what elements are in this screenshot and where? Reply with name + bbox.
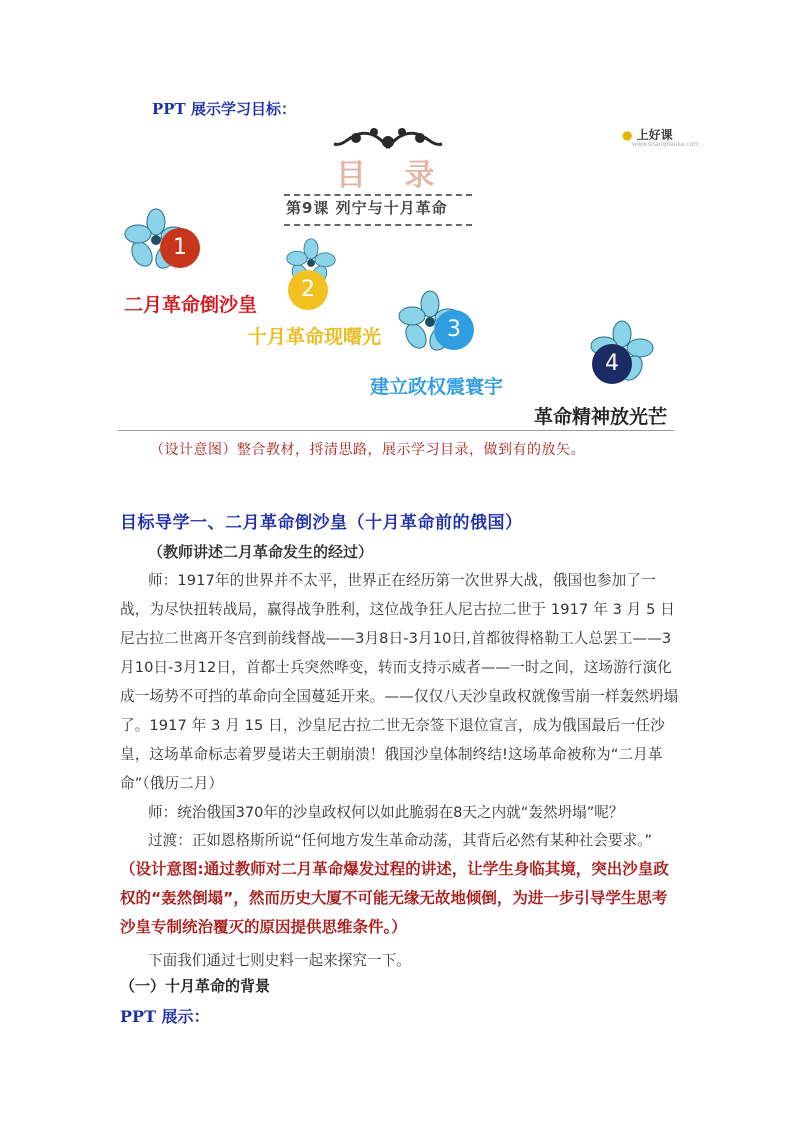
toc-item-4: 革命精神放光芒	[534, 406, 668, 428]
section-title: 目标导学一、二月革命倒沙皇（十月革命前的俄国）	[120, 513, 523, 533]
paragraph-transition: 过渡：正如恩格斯所说“任何地方发生革命动荡，其背后必然有某种社会要求。”	[148, 832, 653, 849]
paragraph-question: 师：统治俄国370年的沙皇政权何以如此脆弱在8天之内就“轰然坍塌”呢？	[148, 804, 624, 821]
toc-item-1: 二月革命倒沙皇	[124, 294, 258, 316]
slide-title: 目 录	[336, 158, 449, 193]
toc-number-2: 2	[288, 270, 328, 310]
paragraph-narrative: 师：1917年的世界并不太平，世界正在经历第一次世界大战，俄国也参加了一战，为尽快扭转战局，赢得战争胜利，这位战争狂人尼古拉二世于 1917 年 3 月 5 日尼古拉二世离开冬宫到前线督战——3月8日-3月10日,首都彼得格勒工人总罢工——3月10日-3月12日，首都士兵突然哗变，转而支持示威者——一时之间，这场游行演化成一场势不可挡的革命向全国蔓延开来。——仅仅八天沙皇政权就像雪崩一样轰然坍塌了。1917 年 3 月 15 日，沙皇尼古拉二世无奈签下退位宣言，成为俄国最后一任沙皇，这场革命标志着罗曼诺夫王朝崩溃！俄国沙皇体制终结!这场革命被称为“二月革命”（俄历二月）	[120, 572, 679, 792]
paragraph-explore: 下面我们通过七则史料一起来探究一下。	[148, 952, 411, 969]
ppt-show-label: PPT 展示：	[120, 1007, 210, 1026]
lesson-title: 第9课 列宁与十月革命	[286, 199, 448, 217]
design-intent-1: （设计意图）整合教材，捋清思路，展示学习目录，做到有的放矢。	[150, 442, 585, 458]
section-subhead: （教师讲述二月革命发生的经过）	[148, 543, 374, 561]
bulb-icon: ●	[622, 128, 633, 142]
background-heading: （一）十月革命的背景	[120, 977, 271, 995]
toc-number-3: 3	[434, 310, 474, 350]
ppt-goal-heading: PPT 展示学习目标：	[152, 100, 296, 118]
site-logo: ● 上好课	[622, 128, 673, 142]
slide-divider	[118, 430, 674, 431]
toc-item-2: 十月革命现曙光	[248, 326, 382, 348]
toc-item-3: 建立政权震寰宇	[370, 376, 504, 398]
toc-number-4: 4	[592, 344, 632, 384]
design-intent-2: （设计意图:通过教师对二月革命爆发过程的讲述，让学生身临其境，突出沙皇政权的“轰然倒塌”，然而历史大厦不可能无缘无故地倾倒，为进一步引导学生思考沙皇专制统治覆灭的原因提供思维条件。）	[120, 860, 669, 936]
toc-number-1: 1	[160, 228, 200, 268]
site-logo-url: www.shanghaoke.com	[632, 141, 700, 148]
